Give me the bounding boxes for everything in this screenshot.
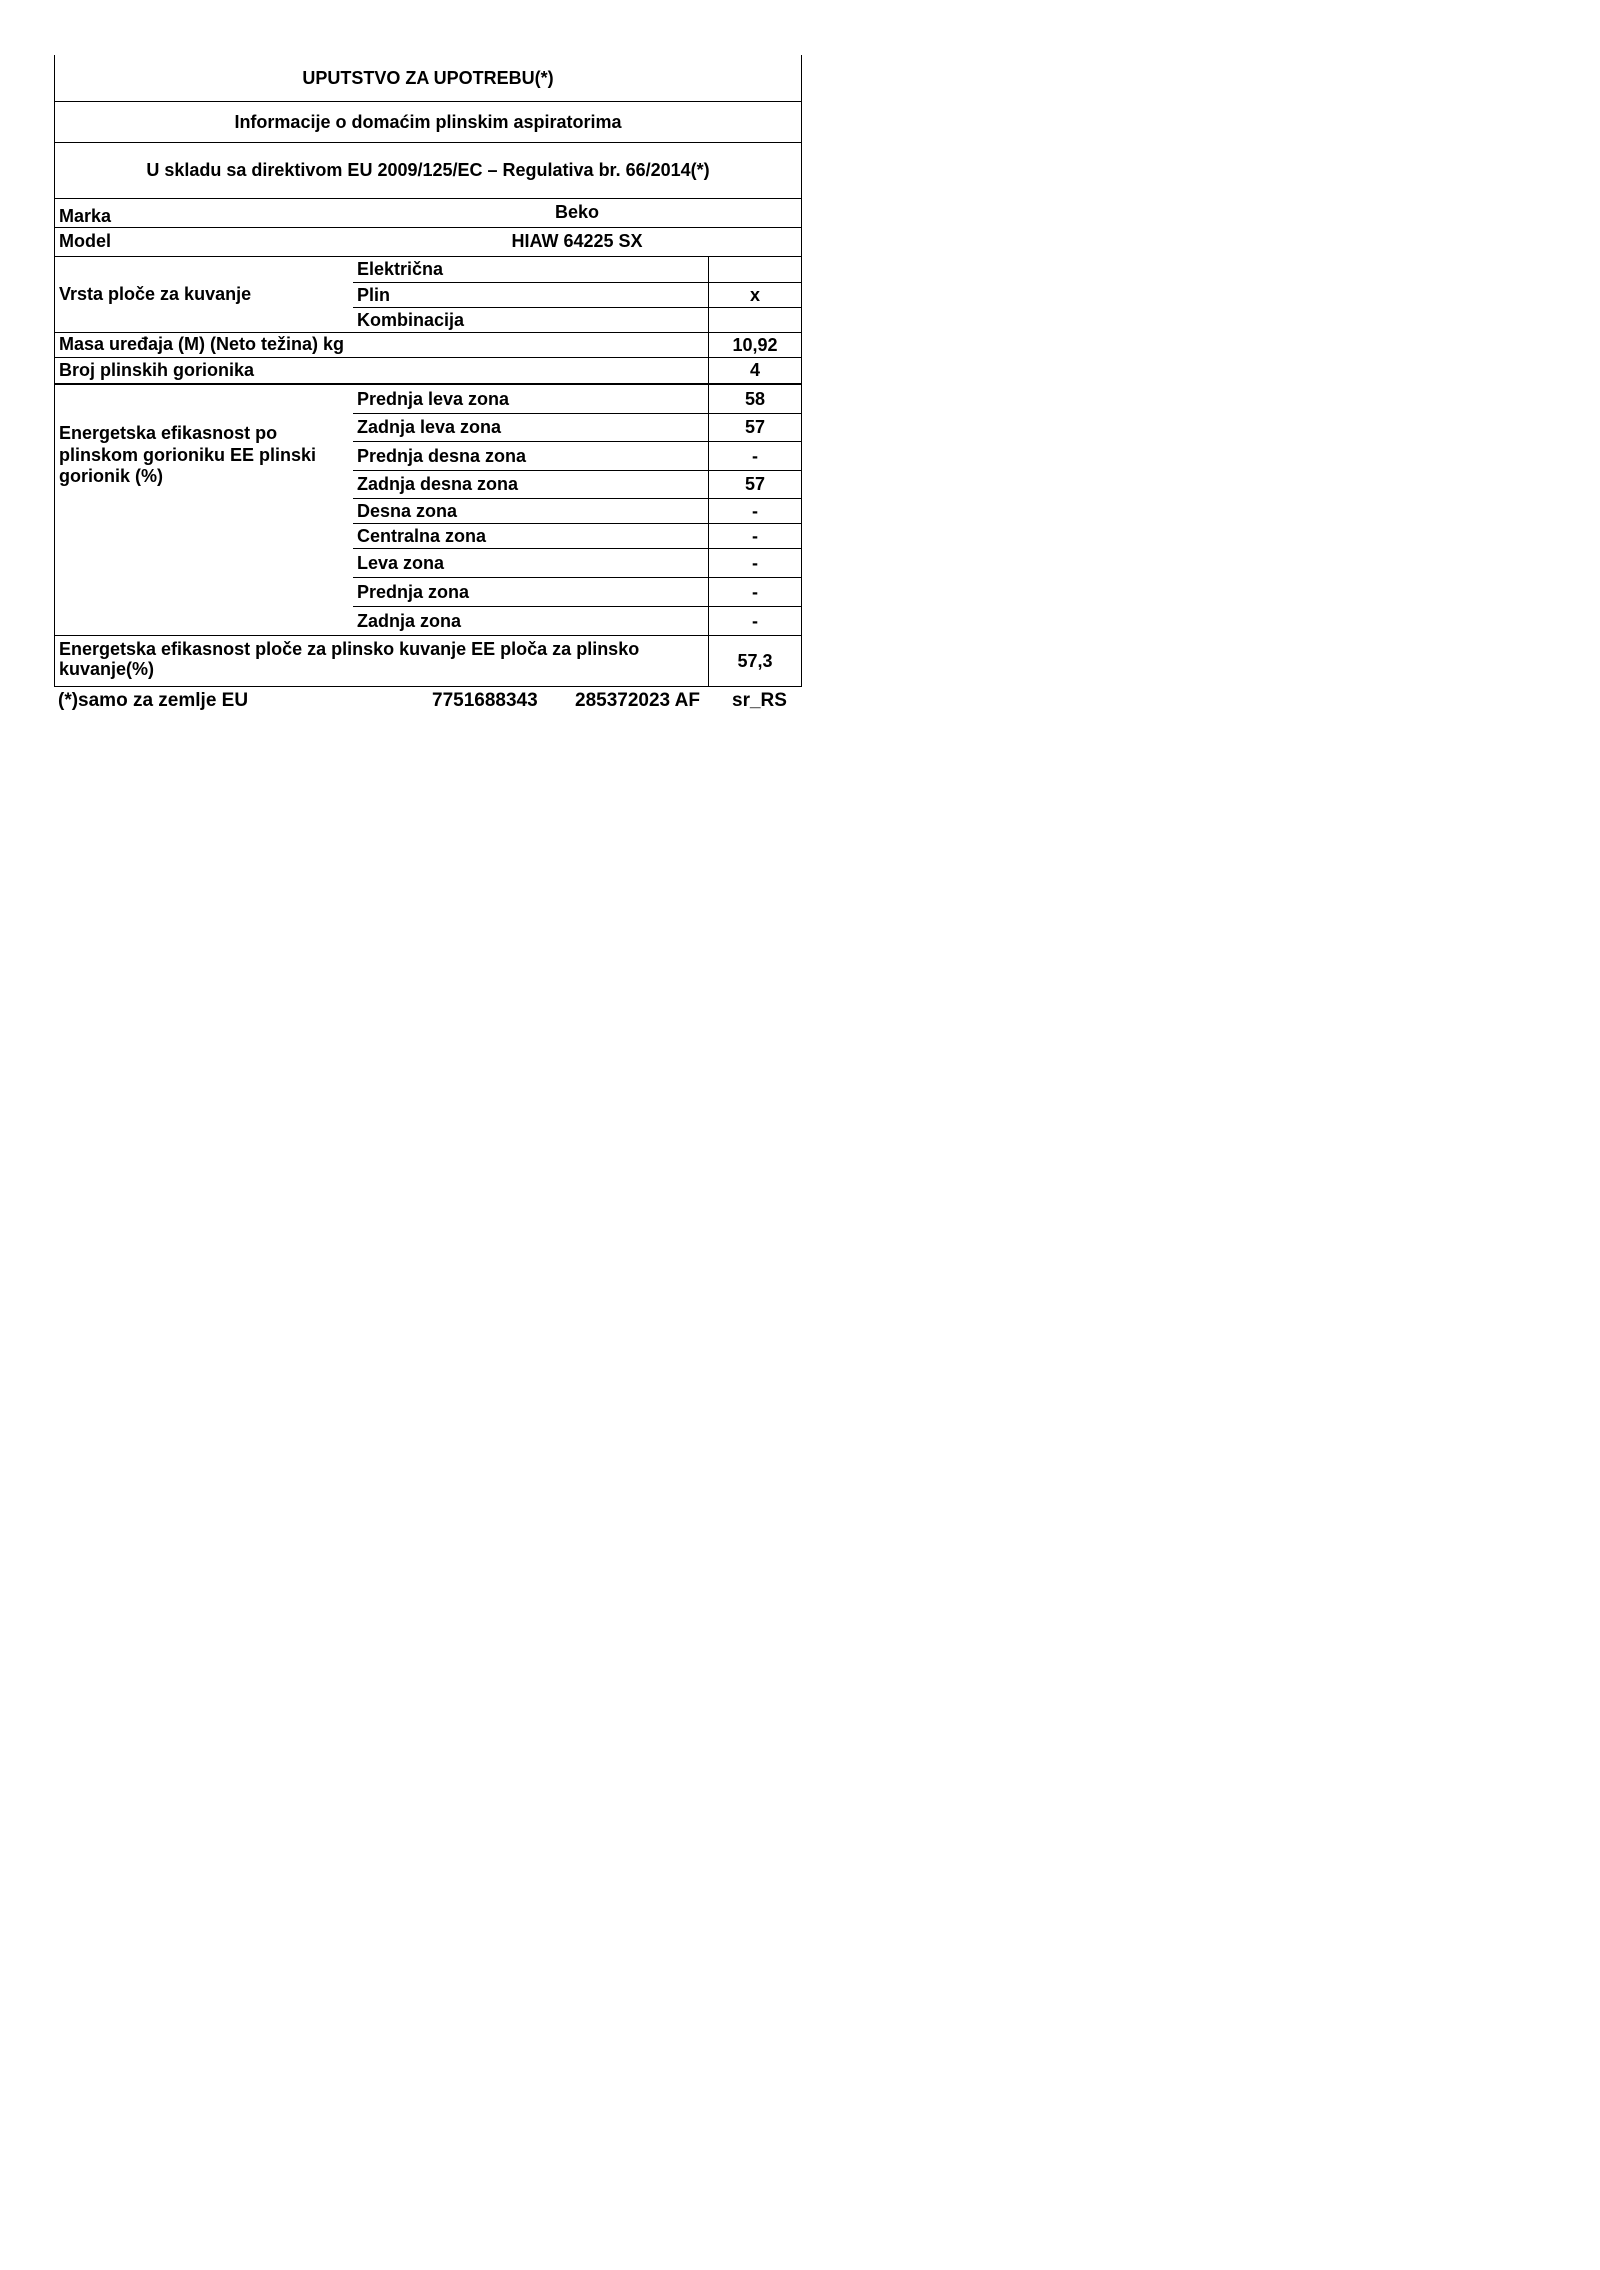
zone-value: - bbox=[708, 549, 801, 577]
product-information-sheet bbox=[54, 55, 802, 687]
burner-efficiency-row bbox=[55, 385, 801, 636]
zone-row bbox=[353, 442, 801, 471]
zone-row bbox=[353, 607, 801, 635]
zone-row bbox=[353, 524, 801, 549]
hob-efficiency-label: Energetska efikasnost ploče za plinsko kuvanje EE ploča za plinsko kuvanje(%) bbox=[59, 639, 640, 679]
hob-type-row bbox=[55, 257, 801, 333]
hob-efficiency-row bbox=[55, 636, 801, 686]
model-row bbox=[55, 228, 801, 257]
zone-row bbox=[353, 471, 801, 499]
zone-label: Prednja leva zona bbox=[357, 388, 510, 409]
mass-label: Masa uređaja (M) (Neto težina) kg bbox=[59, 334, 345, 355]
zone-row bbox=[353, 385, 801, 414]
brand-value: Beko bbox=[554, 202, 599, 223]
zone-value: 57 bbox=[708, 414, 801, 441]
zone-value: - bbox=[708, 499, 801, 523]
header-block bbox=[54, 55, 802, 687]
zone-label: Zadnja zona bbox=[357, 610, 462, 631]
hob-efficiency-value: 57,3 bbox=[708, 636, 801, 686]
hob-type-label: Vrsta ploče za kuvanje bbox=[59, 283, 252, 304]
zone-label: Zadnja desna zona bbox=[357, 474, 519, 494]
zone-label: Leva zona bbox=[357, 552, 445, 573]
sheet-title: UPUTSTVO ZA UPOTREBU(*) bbox=[55, 55, 801, 102]
zone-value: - bbox=[708, 607, 801, 635]
zone-label: Prednja desna zona bbox=[357, 445, 527, 466]
burner-efficiency-label: Energetska efikasnost po plinskom gorioniku EE plinski gorionik (%) bbox=[59, 423, 317, 487]
hob-type-option-value: x bbox=[708, 283, 801, 307]
footer-locale: sr_RS bbox=[732, 690, 787, 711]
mass-value: 10,92 bbox=[708, 333, 801, 357]
model-value: HIAW 64225 SX bbox=[511, 231, 643, 252]
mass-row bbox=[55, 333, 801, 358]
hob-type-option-label: Plin bbox=[357, 284, 391, 305]
burners-label: Broj plinskih gorionika bbox=[59, 359, 255, 380]
zone-value: - bbox=[708, 524, 801, 548]
brand-row bbox=[55, 199, 801, 228]
zone-value: - bbox=[708, 442, 801, 470]
zone-row bbox=[353, 549, 801, 578]
hob-type-option-label: Električna bbox=[357, 259, 444, 279]
zone-label: Desna zona bbox=[357, 500, 458, 521]
burners-row bbox=[55, 358, 801, 385]
zone-row bbox=[353, 414, 801, 442]
hob-type-option bbox=[353, 308, 801, 332]
footer-code-2: 285372023 AF bbox=[575, 690, 701, 711]
burner-efficiency-zones bbox=[353, 385, 801, 635]
hob-type-option-value bbox=[708, 257, 801, 282]
hob-type-option bbox=[353, 257, 801, 283]
footer-code-1: 7751688343 bbox=[432, 690, 538, 711]
hob-type-option-label: Kombinacija bbox=[357, 309, 465, 330]
zone-row bbox=[353, 578, 801, 607]
brand-label: Marka bbox=[59, 206, 112, 227]
burners-value: 4 bbox=[708, 358, 801, 383]
zone-value: 57 bbox=[708, 471, 801, 498]
model-label: Model bbox=[59, 231, 111, 252]
zone-label: Zadnja leva zona bbox=[357, 417, 502, 437]
hob-type-options bbox=[353, 257, 801, 332]
zone-value: - bbox=[708, 578, 801, 606]
zone-value: 58 bbox=[708, 385, 801, 413]
zone-label: Prednja zona bbox=[357, 581, 470, 602]
zone-label: Centralna zona bbox=[357, 525, 487, 546]
hob-type-option-value bbox=[708, 308, 801, 332]
zone-row bbox=[353, 499, 801, 524]
sheet-subtitle: Informacije o domaćim plinskim aspiratorima bbox=[55, 102, 801, 143]
hob-type-option bbox=[353, 283, 801, 308]
footer bbox=[54, 688, 802, 718]
footer-eu-note: (*)samo za zemlje EU bbox=[58, 690, 249, 711]
directive-reference: U skladu sa direktivom EU 2009/125/EC – Regulativa br. 66/2014(*) bbox=[55, 143, 801, 199]
